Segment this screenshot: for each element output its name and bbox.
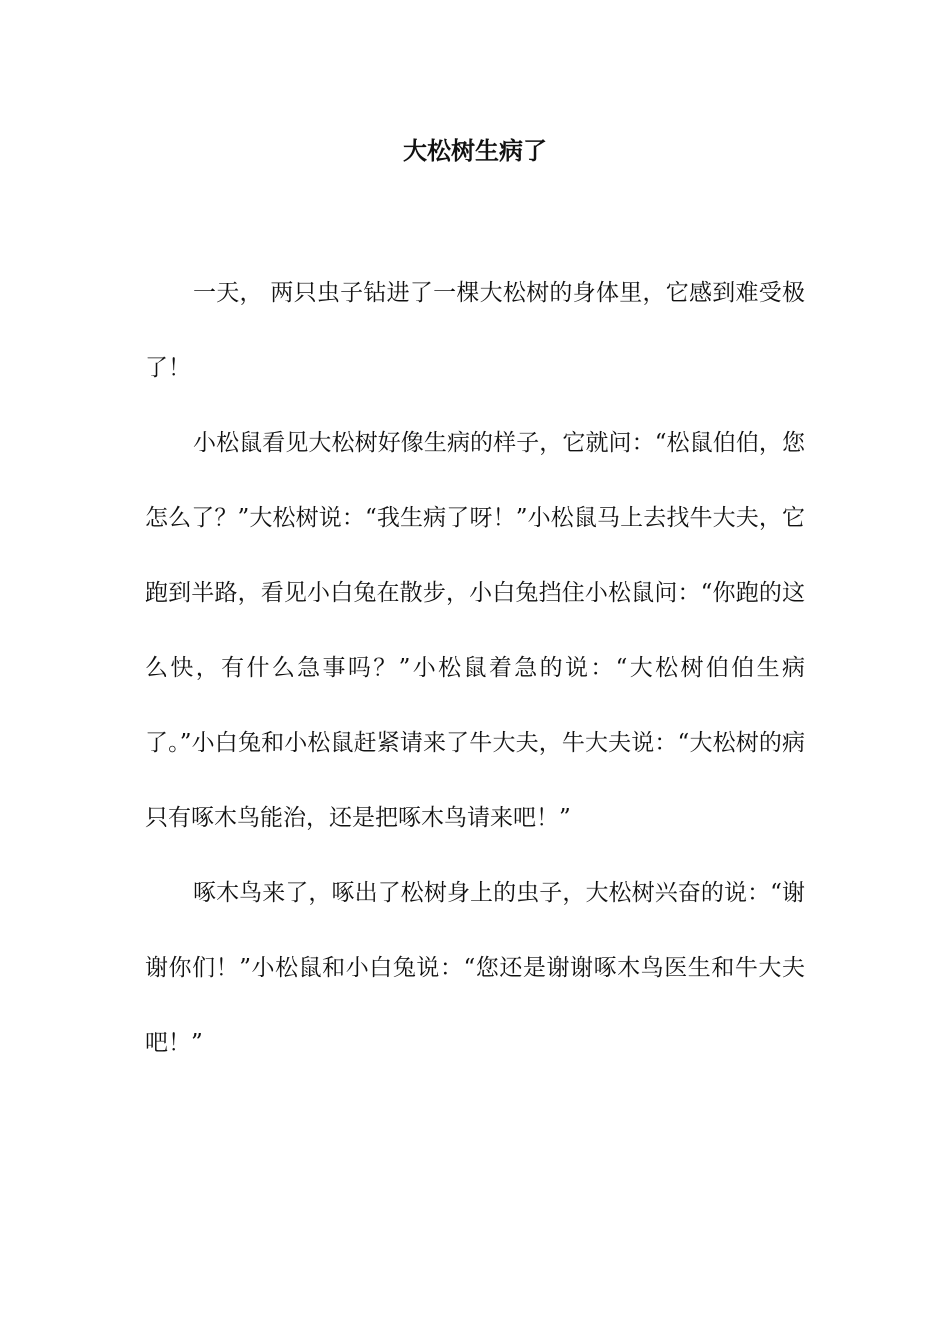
- paragraph-2: 小松鼠看见大松树好像生病的样子，它就问：“松鼠伯伯，您怎么了？”大松树说：“我生病了呀！”小松鼠马上去找牛大夫，它跑到半路，看见小白兔在散步，小白兔挡住小松鼠问：“你跑的这么快，有什么急事吗？”小松鼠着急的说：“大松树伯伯生病了。”小白兔和小松鼠赶紧请来了牛大夫，牛大夫说：“大松树的病只有啄木鸟能治，还是把啄木鸟请来吧！”: [145, 430, 805, 831]
- paragraph-3: 啄木鸟来了，啄出了松树身上的虫子，大松树兴奋的说：“谢谢你们！”小松鼠和小白兔说：“您还是谢谢啄木鸟医生和牛大夫吧！”: [145, 880, 805, 1056]
- paragraph-1: 一天， 两只虫子钻进了一棵大松树的身体里，它感到难受极了！: [145, 280, 805, 381]
- document-body: [145, 256, 805, 1081]
- document-title: 大松树生病了: [403, 137, 547, 165]
